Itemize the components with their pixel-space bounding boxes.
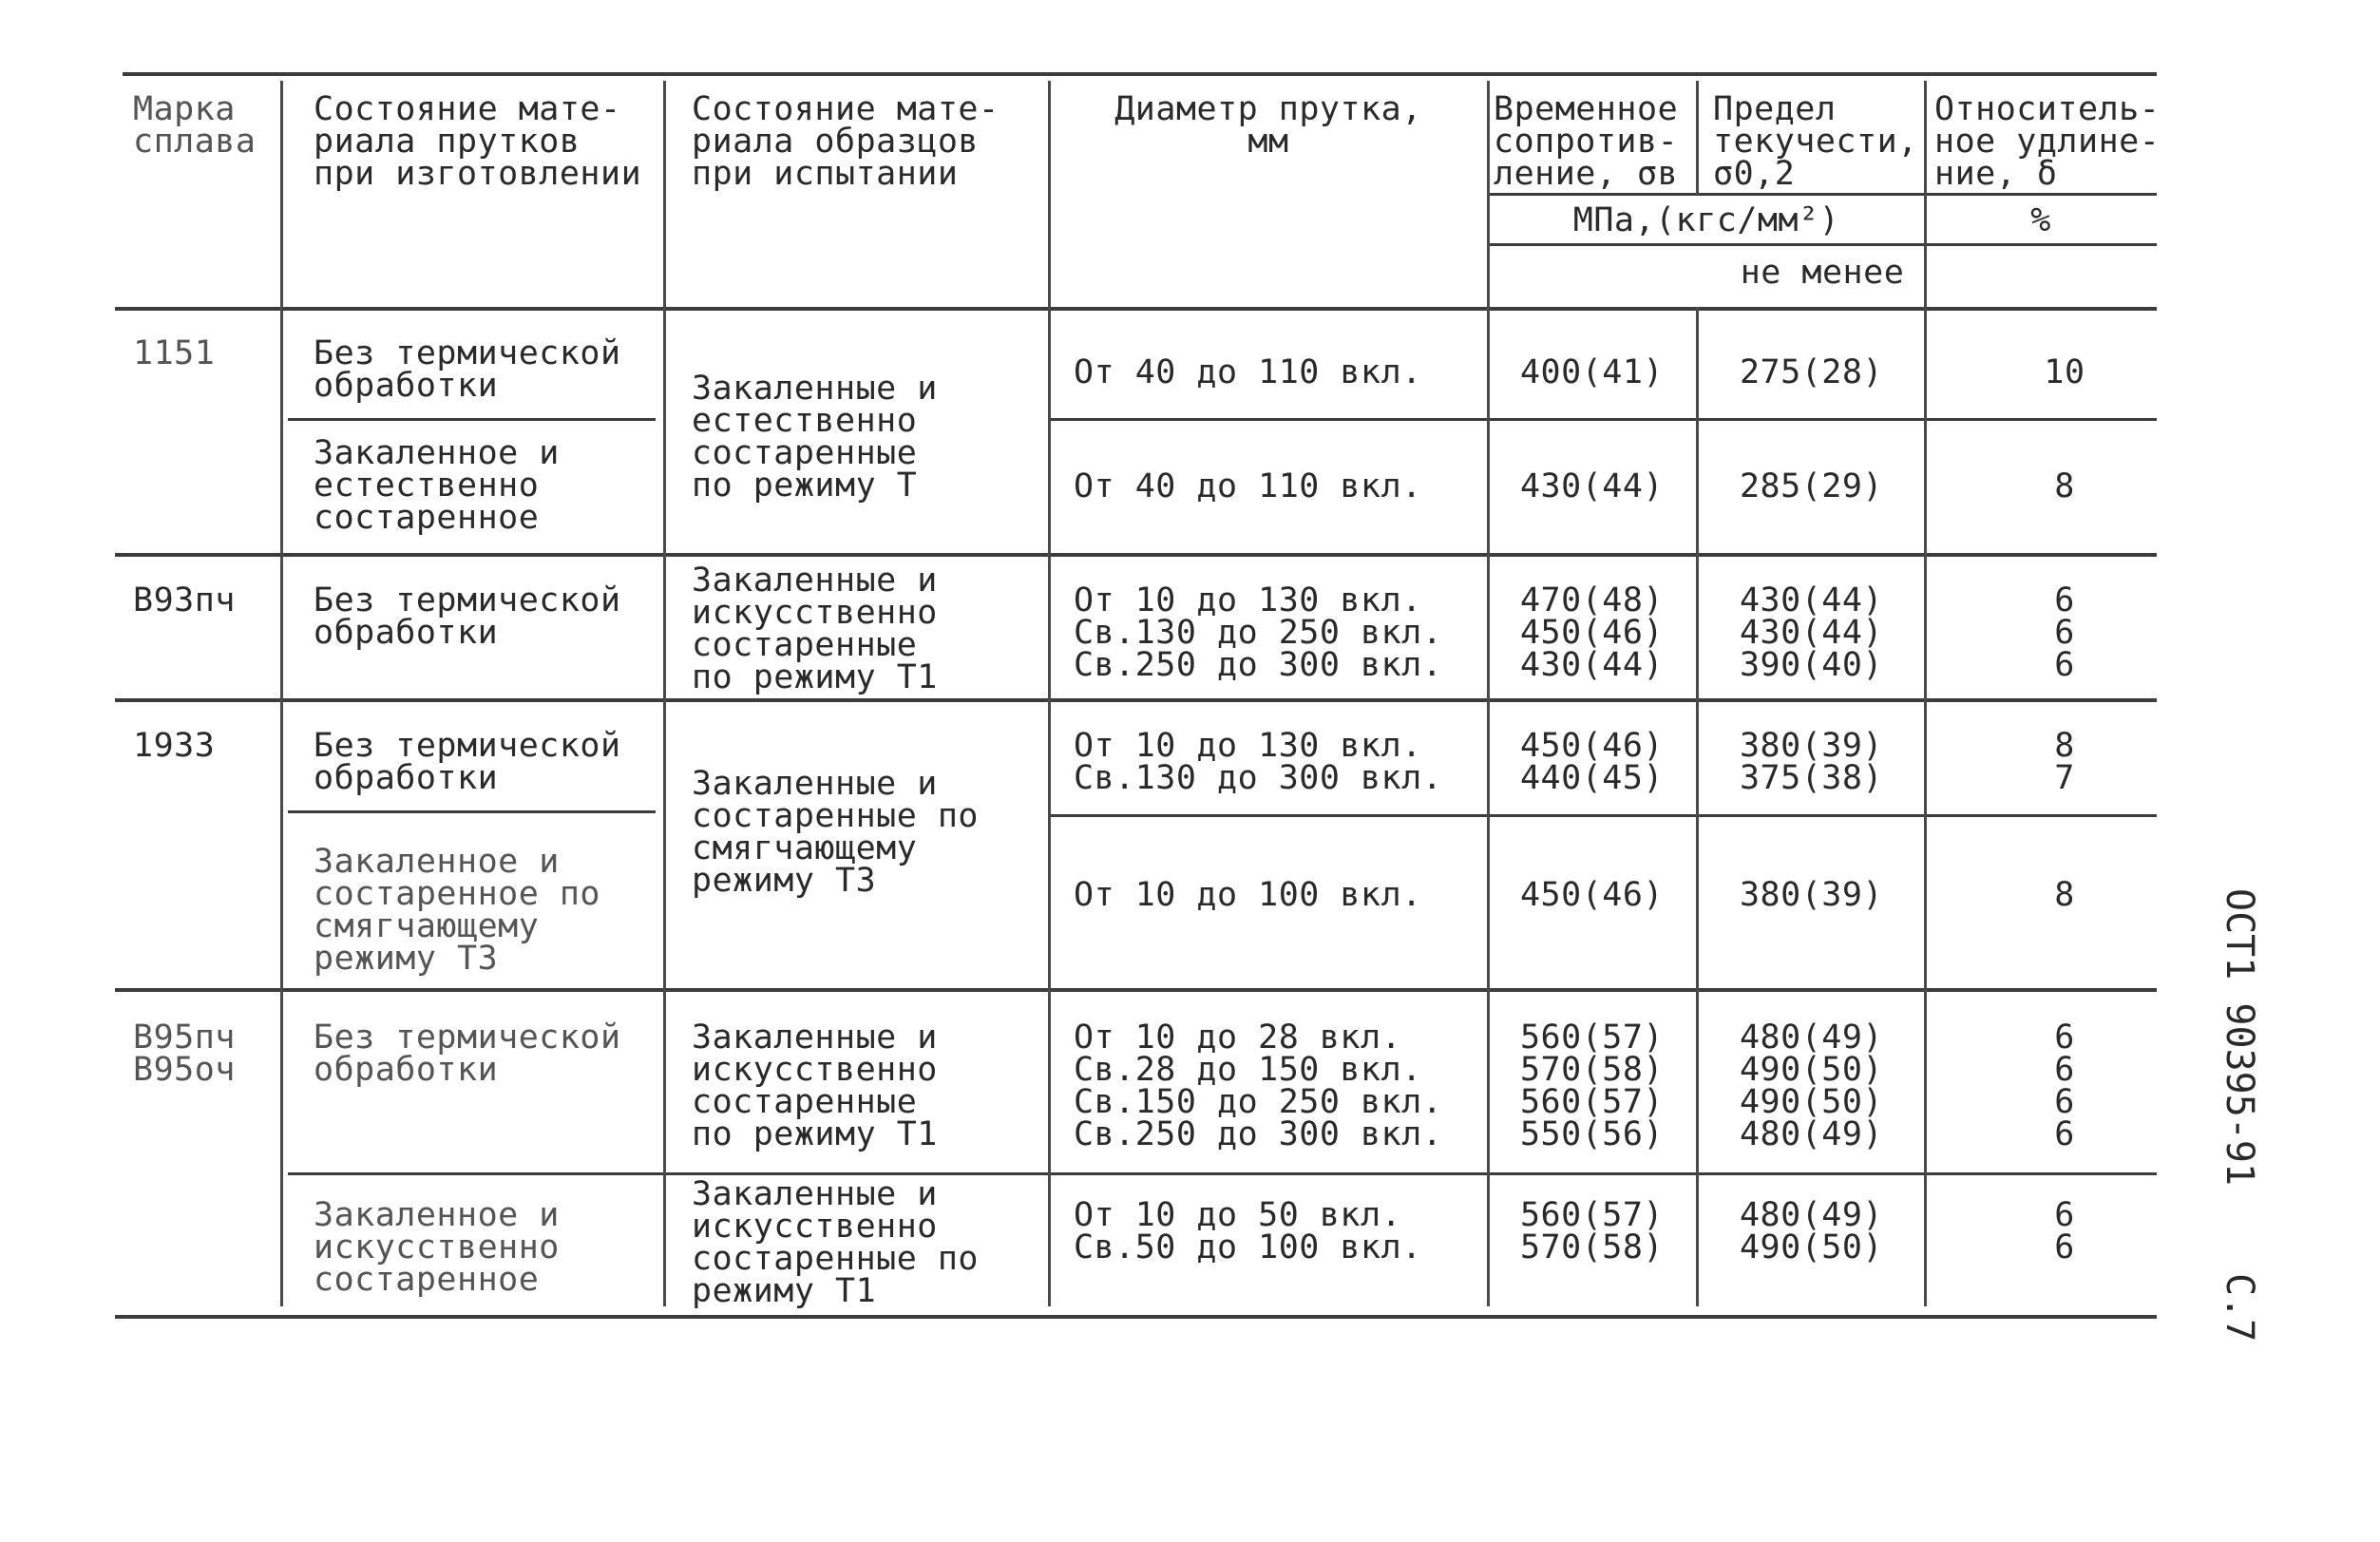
- diameter-b93: От 10 до 130 вкл. Св.130 до 250 вкл. Св.250 до 300 вкл.: [1074, 581, 1443, 684]
- rule-units-top: [1488, 193, 2157, 196]
- state-testing-b95-b: Закаленные и искусственно состаренные по режиму Т1: [692, 1175, 980, 1310]
- header-yield: Предел текучести, σ0,2: [1713, 90, 1918, 193]
- page-number-label: С.7: [2218, 1273, 2261, 1342]
- rule-b93-bottom: [115, 698, 2157, 702]
- alloy-1151: 1151: [133, 334, 216, 372]
- col-divider-1: [280, 81, 283, 1306]
- rule-header-bottom: [115, 307, 2157, 311]
- header-elongation: Относитель- ное удлине- ние, δ: [1934, 90, 2161, 193]
- elongation-b95-a: 6 6 6 6: [2054, 1018, 2075, 1153]
- elongation-b95-b: 6 6: [2054, 1196, 2075, 1266]
- tensile-b95-a: 560(57) 570(58) 560(57) 550(56): [1519, 1018, 1664, 1153]
- yield-1933-a: 380(39) 375(38): [1739, 727, 1883, 797]
- rule-b95-sub: [288, 1172, 2157, 1175]
- header-tensile: Временное сопротив- ление, σв: [1494, 90, 1679, 193]
- tensile-1151-b: 430(44): [1519, 467, 1664, 505]
- state-testing-1151: Закаленные и естественно состаренные по режиму Т: [692, 370, 938, 504]
- state-manufacture-b93: Без термической обработки: [314, 581, 621, 652]
- diameter-b95-b: От 10 до 50 вкл. Св.50 до 100 вкл.: [1074, 1196, 1422, 1266]
- yield-b95-a: 480(49) 490(50) 490(50) 480(49): [1739, 1018, 1883, 1153]
- header-state-manufacture: Состояние мате- риала прутков при изготовлении: [314, 90, 642, 193]
- state-manufacture-1151-b: Закаленное и естественно состаренное: [314, 434, 560, 537]
- state-manufacture-b95-b: Закаленное и искусственно состаренное: [314, 1196, 560, 1299]
- tensile-b95-b: 560(57) 570(58): [1519, 1196, 1664, 1266]
- elongation-1151-a: 10: [2044, 353, 2085, 391]
- tensile-1151-a: 400(41): [1519, 353, 1664, 391]
- col-divider-3: [1048, 81, 1051, 1306]
- header-alloy: Марка сплава: [133, 90, 257, 161]
- yield-1933-b: 380(39): [1739, 876, 1883, 914]
- alloy-1933: 1933: [133, 727, 216, 765]
- yield-1151-a: 275(28): [1739, 353, 1883, 391]
- yield-1151-b: 285(29): [1739, 467, 1883, 505]
- header-not-less: не менее: [1740, 254, 1905, 292]
- rule-1933-bottom: [115, 988, 2157, 992]
- col-divider-5b: [1696, 307, 1699, 1306]
- elongation-1151-b: 8: [2054, 467, 2075, 505]
- header-state-testing: Состояние мате- риала образцов при испытании: [692, 90, 1000, 193]
- tensile-1933-a: 450(46) 440(45): [1519, 727, 1664, 797]
- rule-1933-sub: [288, 810, 656, 813]
- header-unit-percent: %: [2030, 201, 2051, 239]
- diameter-1151-b: От 40 до 110 вкл.: [1074, 467, 1422, 505]
- elongation-1933-b: 8: [2054, 876, 2075, 914]
- rule-1151-bottom: [115, 553, 2157, 557]
- rule-top: [123, 72, 2157, 76]
- state-manufacture-b95-a: Без термической обработки: [314, 1018, 621, 1089]
- state-testing-b93: Закаленные и искусственно состаренные по режиму Т1: [692, 562, 938, 696]
- state-manufacture-1933-b: Закаленное и состаренное по смягчающему режиму Т3: [314, 843, 601, 978]
- rule-1151-sub: [288, 418, 656, 421]
- tensile-b93: 470(48) 450(46) 430(44): [1519, 581, 1664, 684]
- diameter-1151-a: От 40 до 110 вкл.: [1074, 353, 1422, 391]
- rule-1933-sub2: [1051, 814, 2157, 817]
- yield-b93: 430(44) 430(44) 390(40): [1739, 581, 1883, 684]
- header-diameter: Диаметр прутка, мм: [1114, 90, 1422, 161]
- rule-units-bottom: [1488, 243, 2157, 246]
- header-unit-mpa: МПа,(кгс/мм²): [1572, 201, 1840, 239]
- diameter-1933-b: От 10 до 100 вкл.: [1074, 876, 1422, 914]
- alloy-b95: В95пч В95оч: [133, 1018, 236, 1089]
- elongation-1933-a: 8 7: [2054, 727, 2075, 797]
- diameter-b95-a: От 10 до 28 вкл. Св.28 до 150 вкл. Св.150 до 250 вкл. Св.250 до 300 вкл.: [1074, 1018, 1443, 1153]
- elongation-b93: 6 6 6: [2054, 581, 2075, 684]
- diameter-1933-a: От 10 до 130 вкл. Св.130 до 300 вкл.: [1074, 727, 1443, 797]
- col-divider-2: [663, 81, 666, 1306]
- tensile-1933-b: 450(46): [1519, 876, 1664, 914]
- yield-b95-b: 480(49) 490(50): [1739, 1196, 1883, 1266]
- state-manufacture-1151-a: Без термической обработки: [314, 334, 621, 405]
- rule-1151-sub2: [1051, 418, 2157, 421]
- rule-bottom: [115, 1315, 2157, 1319]
- state-testing-b95-a: Закаленные и искусственно состаренные по режиму Т1: [692, 1018, 938, 1153]
- col-divider-5: [1696, 81, 1699, 195]
- state-testing-1933: Закаленные и состаренные по смягчающему режиму Т3: [692, 765, 980, 900]
- alloy-b93: В93пч: [133, 581, 236, 619]
- doc-number-label: ОСТ1 90395-91: [2218, 888, 2261, 1187]
- state-manufacture-1933-a: Без термической обработки: [314, 727, 621, 797]
